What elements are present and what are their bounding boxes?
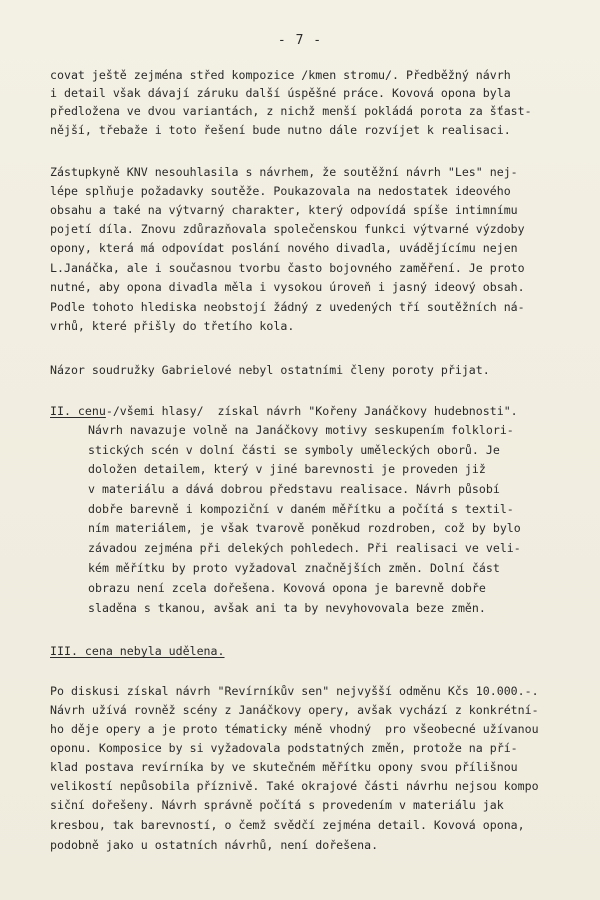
text-line: opony, která má odpovídat poslání nového divadla, uvádějícímu nejen [50,241,518,255]
text-line: kresbou, tak barevností, o čemž svědčí zejména detail. Kovová opona, [50,818,525,832]
text-line: Zástupkyně KNV nesouhlasila s návrhem, že soutěžní návrh "Les" nej- [50,165,518,179]
prize-2-heading [50,404,518,418]
text-line: covat ještě zejména střed kompozice /kmen stromu/. Předběžný návrh [50,68,511,82]
text-line: siční dořešeny. Návrh správně počítá s provedením v materiálu jak [50,798,504,812]
text-line: L.Janáčka, ale i současnou tvorbu často bojovného zaměření. Je proto [50,261,525,275]
text-line: velikostí nepůsobila příznivě. Také okrajové části návrhu nejsou kompo [50,779,539,793]
prize-3-heading: III. cena nebyla udělena. [50,644,225,658]
text-line: nější, třebaže i toto řešení bude nutno dále rozvíjet k realisaci. [50,123,511,137]
text-line: závadou zejména při delekých pohledech. Při realisaci ve veli- [88,541,521,555]
text-line: ním materiálem, je však tvarově poněkud rozdroben, což by bylo [88,521,521,535]
text-line: předložena ve dvou variantách, z nichž menší pokládá porota za šťast- [50,104,532,118]
text-line: dobře barevně i kompoziční v daném měřítku a počítá s textil- [88,502,514,516]
text-line: oponu. Komposice by si vyžadovala podstatných změn, protože na pří- [50,741,518,755]
text-line: vrhů, které přišly do třetího kola. [50,319,295,333]
text-line: kém měřítku by proto vyžadoval značnějších změn. Dolní část [88,561,500,575]
text-line: obsahu a také na výtvarný charakter, který odpovídá spíše intimnímu [50,203,518,217]
text-line: Návrh užívá rovněž scény z Janáčkovy opery, avšak vychází z konkrétní- [50,703,539,717]
prize-2-label: II. cenu [50,404,106,418]
text-line: sladěna s tkanou, avšak ani ta by nevyhovovala beze změn. [88,601,486,615]
text-line: Návrh navazuje volně na Janáčkovy motivy seskupením folklori- [88,423,514,437]
page-number: - 7 - [277,33,323,48]
text-line: pojetí díla. Znovu zdůrazňovala společenskou funkci výtvarné výzdoby [50,222,525,236]
text-line: obrazu není zcela dořešena. Kovová opona je barevně dobře [88,581,486,595]
text-line: nutné, aby opona divadla měla i vysokou úroveň i jasný ideový obsah. [50,280,525,294]
text-line: i detail však dávají záruku další úspěšné práce. Kovová opona byla [50,86,511,100]
text-line: klad postava revírníka by ve skutečném měřítku opony svou přílišnou [50,760,518,774]
text-line: lépe splňuje požadavky soutěže. Poukazovala na nedostatek ideového [50,184,511,198]
text-line: Po diskusi získal návrh "Revírníkův sen" nejvyšší odměnu Kčs 10.000.-. [50,684,539,698]
text-line: Podle tohoto hlediska neobstojí žádný z uvedených tří soutěžních ná- [50,300,525,314]
text-line: podobně jako u ostatních návrhů, není dořešena. [50,838,379,852]
text-line: stických scén v dolní části se symboly uměleckých oborů. Je [88,443,500,457]
text-line: ho děje opery a je proto tématicky méně vhodný pro všeobecné užívanou [50,722,539,736]
text-line: Názor soudružky Gabrielové nebyl ostatními členy poroty přijat. [50,363,490,377]
text-line: doložen detailem, který v jiné barevnosti je proveden již [88,462,486,476]
prize-2-heading-rest: -/všemi hlasy/ získal návrh "Kořeny Janáčkovy hudebnosti". [105,404,518,418]
text-line: v materiálu a dává dobrou představu realisace. Návrh působí [88,482,500,496]
